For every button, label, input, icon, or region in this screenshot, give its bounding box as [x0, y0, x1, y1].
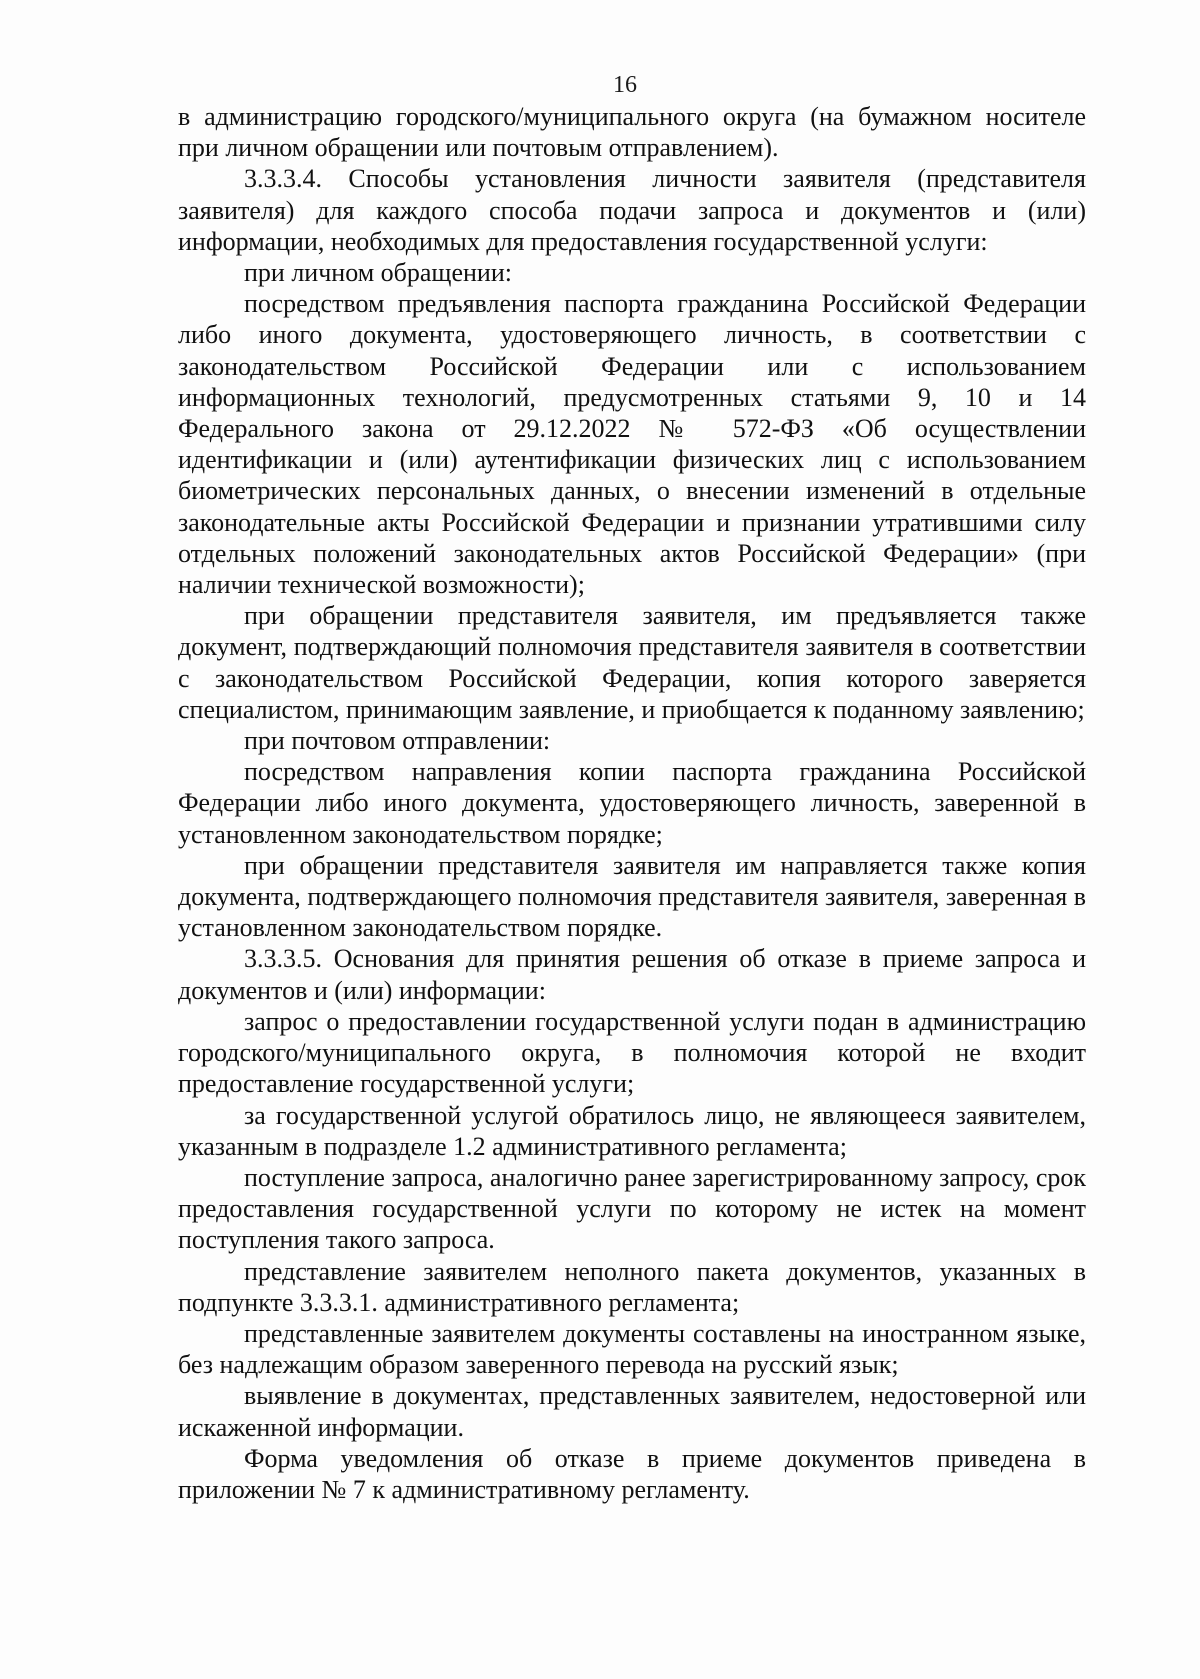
paragraph: представление заявителем неполного пакета документов, указанных в подпункте 3.3.3.1. административного регламента; [178, 1256, 1086, 1317]
paragraph: 3.3.3.5. Основания для принятия решения об отказе в приеме запроса и документов и (или) информации: [178, 944, 1086, 1005]
paragraph: при личном обращении: [244, 258, 512, 288]
paragraph: при почтовом отправлении: [244, 726, 551, 756]
paragraph: представленные заявителем документы составлены на иностранном языке, без надлежащим образом заверенного перевода на русский язык; [178, 1318, 1086, 1380]
paragraph: Форма уведомления об отказе в приеме документов приведена в приложении № 7 к административному регламенту. [178, 1443, 1086, 1504]
paragraph: поступление запроса, аналогично ранее зарегистрированному запросу, срок предоставления государственной услуги по которому не истек на момент поступления такого запроса. [178, 1162, 1086, 1255]
document-body [178, 101, 1086, 1505]
page-number: 16 [613, 72, 637, 98]
paragraph: посредством предъявления паспорта гражданина Российской Федерации либо иного документа, удостоверяющего личность, в соответствии с законодательством Российской Федерации или с использованием информационных технологий, предусмотренных статьями 9, 10 и 14 Федерального закона от 29.12.2022 № 572-ФЗ «Об осуществлении идентификации и (или) аутентификации физических лиц с использованием биометрических персональных данных, о внесении изменений в отдельные законодательные акты Российской Федерации и признании утратившими силу отдельных положений законодательных актов Российской Федерации» (при наличии технической возможности); [178, 289, 1086, 600]
paragraph: посредством направления копии паспорта гражданина Российской Федерации либо иного документа, удостоверяющего личность, заверенной в установленном законодательством порядке; [178, 757, 1086, 849]
paragraph: 3.3.3.4. Способы установления личности заявителя (представителя заявителя) для каждого способа подачи запроса и документов и (или) информации, необходимых для предоставления государственной услуги: [178, 164, 1086, 256]
paragraph: за государственной услугой обратилось лицо, не являющееся заявителем, указанным в подразделе 1.2 административного регламента; [178, 1100, 1086, 1161]
paragraph: запрос о предоставлении государственной услуги подан в администрацию городского/муниципального округа, в полномочия которой не входит предоставление государственной услуги; [178, 1006, 1086, 1099]
paragraph: в администрацию городского/муниципального округа (на бумажном носителе при личном обращении или почтовым отправлением). [178, 102, 1086, 163]
paragraph: при обращении представителя заявителя, им предъявляется также документ, подтверждающий полномочия представителя заявителя в соответствии с законодательством Российской Федерации, копия которого заверяется специалистом, принимающим заявление, и приобщается к поданному заявлению; [178, 601, 1086, 724]
paragraph: выявление в документах, представленных заявителем, недостоверной или искаженной информации. [178, 1381, 1086, 1442]
paragraph: при обращении представителя заявителя им направляется также копия документа, подтверждающего полномочия представителя заявителя, заверенная в установленном законодательством порядке. [178, 850, 1086, 943]
